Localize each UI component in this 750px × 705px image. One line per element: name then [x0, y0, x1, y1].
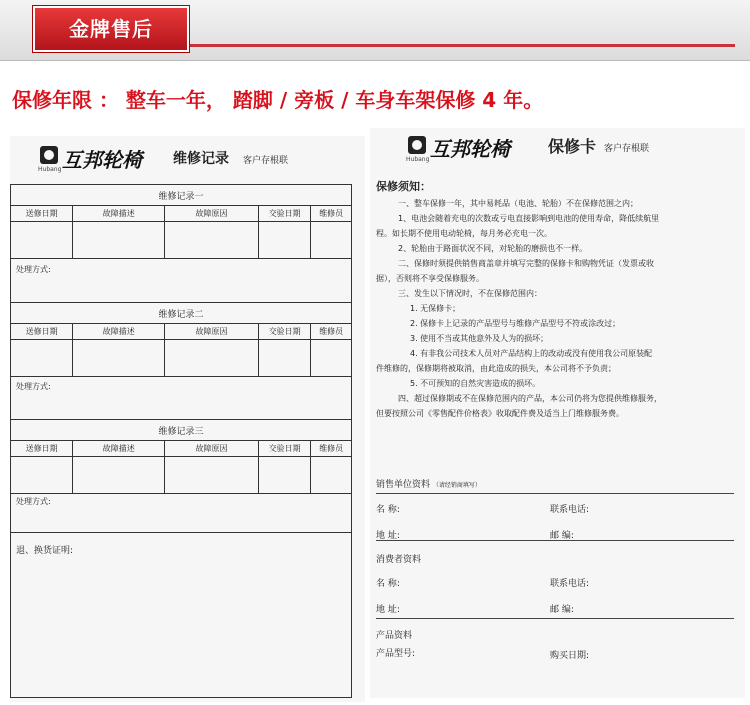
record-title: 维修记录一 [11, 185, 352, 206]
cell [165, 340, 259, 377]
card-title-note: 客户存根联 [243, 156, 289, 166]
consumer-name-label: 名 称: [376, 579, 400, 589]
cell [11, 222, 73, 259]
header-fault-cause: 故障原因 [165, 324, 259, 340]
dealer-note: （请经销商填写） [432, 482, 481, 489]
logo-sub-text: Hubang [406, 156, 430, 163]
notice-line: 4. 有非我公司技术人员对产品结构上的改动或没有使用我公司原装配 [410, 349, 653, 358]
cell [311, 222, 352, 259]
card-title: 保修卡 [548, 137, 597, 156]
logo-sub-text: Hubang [38, 166, 62, 173]
notice-line: 3. 使用不当或其他意外及人为的损坏； [410, 334, 549, 343]
dealer-name-label: 名 称: [376, 505, 400, 515]
header-repairer: 维修员 [311, 324, 352, 340]
consumer-phone-label: 联系电话: [550, 579, 590, 589]
header-send-date: 送修日期 [11, 441, 73, 457]
notice-line: 二、保修时须提供销售商盖章并填写完整的保修卡和购物凭证（发票或收 [398, 259, 654, 268]
card-title: 维修记录 [173, 151, 229, 167]
notice-title: 保修须知： [376, 180, 431, 193]
header-fault-desc: 故障描述 [73, 441, 165, 457]
repair-record-table-2 [10, 302, 352, 377]
notice-line: 三、发生以下情况时，不在保修范围内： [398, 289, 542, 298]
header-check-date: 交验日期 [258, 441, 310, 457]
cell [11, 340, 73, 377]
repair-record-table-3 [10, 419, 352, 494]
handling-label: 处理方式: [16, 265, 51, 274]
handling-label: 处理方式: [16, 497, 51, 506]
product-model-label: 产品型号: [376, 649, 416, 659]
section-banner [0, 0, 750, 61]
header-check-date: 交验日期 [258, 206, 310, 222]
notice-line: 2. 保修卡上记录的产品型号与维修产品型号不符或涂改过； [410, 319, 621, 328]
notice-line: 5. 不可预知的自然灾害造成的损坏。 [410, 379, 541, 388]
consumer-section-title: 消费者资料 [376, 555, 422, 565]
dealer-zip-label: 邮 编: [550, 531, 574, 541]
notice-line: 程。如长期不使用电动轮椅，每月务必充电一次。 [376, 229, 552, 238]
repair-record-table-1 [10, 184, 352, 259]
dealer-section-label: 销售单位资料 [376, 480, 431, 490]
cell [73, 222, 165, 259]
header-repairer: 维修员 [311, 206, 352, 222]
notice-line: 件维修的，保修期将被取消，由此造成的损失，本公司将不予负责； [376, 364, 616, 373]
warranty-card [370, 128, 745, 698]
product-section-title: 产品资料 [376, 631, 413, 641]
header-check-date: 交验日期 [258, 324, 310, 340]
cell [11, 457, 73, 494]
dealer-phone-label: 联系电话: [550, 505, 590, 515]
handling-label: 处理方式: [16, 382, 51, 391]
divider [376, 618, 734, 619]
header-fault-cause: 故障原因 [165, 206, 259, 222]
consumer-address-label: 地 址: [376, 605, 400, 615]
cell [73, 457, 165, 494]
header-repairer: 维修员 [311, 441, 352, 457]
brand-name: 互邦轮椅 [62, 148, 142, 172]
warranty-headline: 保修年限 ： 整车一年， 踏脚 / 旁板 / 车身车架保修 4 年。 [12, 88, 544, 112]
header-send-date: 送修日期 [11, 206, 73, 222]
cell [258, 457, 310, 494]
brand-logo-icon [40, 146, 58, 164]
notice-line: 1、电池会随着充电的次数或亏电直接影响到电池的使用寿命，降低续航里 [398, 214, 660, 223]
dealer-address-label: 地 址: [376, 531, 400, 541]
purchase-date-label: 购买日期: [550, 651, 590, 661]
header-fault-cause: 故障原因 [165, 441, 259, 457]
notice-line: 四、超过保修期或不在保修范围内的产品，本公司仍将为您提供维修服务， [398, 394, 662, 403]
divider [10, 532, 352, 533]
header-fault-desc: 故障描述 [73, 206, 165, 222]
divider [376, 540, 734, 541]
header-fault-desc: 故障描述 [73, 324, 165, 340]
cell [311, 340, 352, 377]
notice-line: 1. 无保修卡； [410, 304, 461, 313]
exchange-proof-label: 退、换货证明: [16, 546, 74, 556]
brand-logo-icon [408, 136, 426, 154]
cell [165, 222, 259, 259]
cell [258, 340, 310, 377]
notice-paragraphs [376, 196, 734, 421]
cell [165, 457, 259, 494]
notice-line: 据），否则将不享受保修服务。 [376, 274, 484, 283]
record-title: 维修记录二 [11, 303, 352, 324]
brand-name: 互邦轮椅 [430, 137, 510, 161]
after-sales-tab: 金牌售后 [33, 6, 189, 52]
dealer-section-title [376, 477, 481, 490]
notice-line: 2、轮胎由于路面状况不同，对轮胎的磨损也不一样。 [398, 244, 588, 253]
cell [258, 222, 310, 259]
cell [311, 457, 352, 494]
notice-line: 但要按照公司《零售配件价格表》收取配件费及适当上门维修服务费。 [376, 409, 624, 418]
notice-line: 一、整车保修一年，其中易耗品（电池、轮胎）不在保修范围之内； [398, 199, 638, 208]
consumer-zip-label: 邮 编: [550, 605, 574, 615]
header-send-date: 送修日期 [11, 324, 73, 340]
record-title: 维修记录三 [11, 420, 352, 441]
cell [73, 340, 165, 377]
repair-record-card [10, 136, 365, 702]
divider [376, 493, 734, 494]
banner-divider [190, 44, 735, 47]
card-title-note: 客户存根联 [604, 144, 650, 154]
